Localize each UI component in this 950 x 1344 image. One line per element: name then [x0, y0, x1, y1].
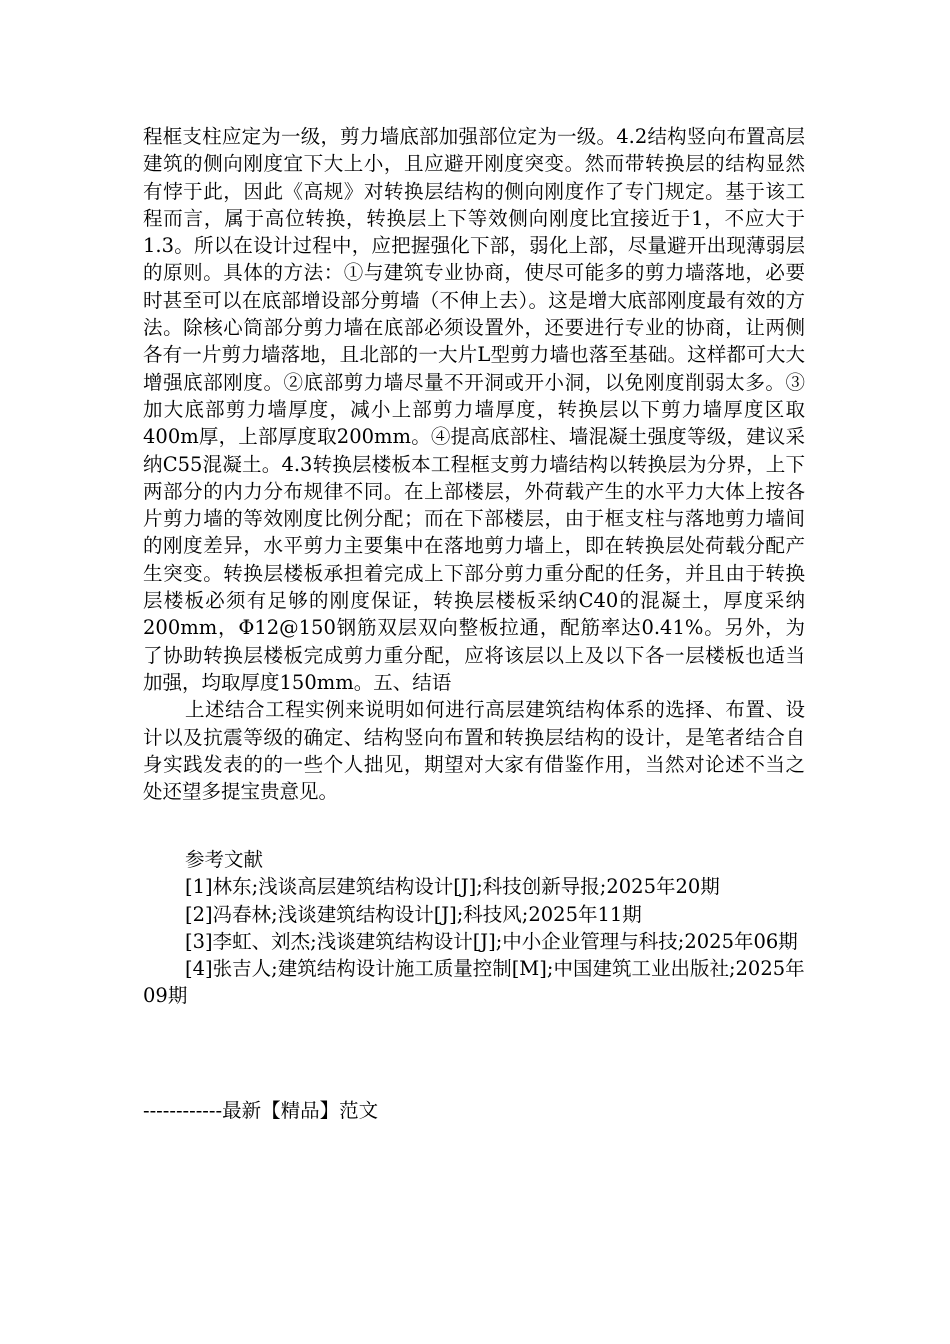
- reference-item: [2]冯春林;浅谈建筑结构设计[J];科技风;2025年11期: [185, 902, 642, 926]
- reference-item: [1]林东;浅谈高层建筑结构设计[J];科技创新导报;2025年20期: [185, 875, 720, 899]
- reference-item: [3]李虹、刘杰;浅谈建筑结构设计[J];中小企业管理与科技;2025年06期: [185, 929, 798, 953]
- body-paragraph-conclusion: 上述结合工程实例来说明如何进行高层建筑结构体系的选择、布置、设计以及抗震等级的确定、结构竖向布置和转换层结构的设计，是笔者结合自身实践发表的的一些个人拙见，期望对大家有借鉴作用，当然对论述不当之处还望多提宝贵意见。: [143, 698, 805, 804]
- reference-item: [4]张吉人;建筑结构设计施工质量控制[M];中国建筑工业出版社;2025年09期: [143, 957, 805, 1008]
- references-title: 参考文献: [185, 848, 264, 871]
- references-section: [143, 846, 805, 1010]
- article-body: [143, 123, 805, 805]
- body-paragraph-1: 程框支柱应定为一级，剪力墙底部加强部位定为一级。4.2结构竖向布置高层建筑的侧向刚度宜下大上小，且应避开刚度突变。然而带转换层的结构显然有悖于此，因此《高规》对转换层结构的侧向刚度作了专门规定。基于该工程而言，属于高位转换，转换层上下等效侧向刚度比宜接近于1，不应大于1.3。所以在设计过程中，应把握强化下部，弱化上部，尽量避开出现薄弱层的原则。具体的方法：①与建筑专业协商，使尽可能多的剪力墙落地，必要时甚至可以在底部增设部分剪墙（不伸上去）。这是增大底部刚度最有效的方法。除核心筒部分剪力墙在底部必须设置外，还要进行专业的协商，让两侧各有一片剪力墙落地，且北部的一大片L型剪力墙也落至基础。这样都可大大增强底部刚度。②底部剪力墙尽量不开洞或开小洞，以免刚度削弱太多。③加大底部剪力墙厚度，减小上部剪力墙厚度，转换层以下剪力墙厚度区取400m厚，上部厚度取200mm。④提高底部柱、墙混凝土强度等级，建议采纳C55混凝土。4.3转换层楼板本工程框支剪力墙结构以转换层为分界，上下两部分的内力分布规律不同。在上部楼层，外荷载产生的水平力大体上按各片剪力墙的等效刚度比例分配；而在下部楼层，由于框支柱与落地剪力墙间的刚度差异，水平剪力主要集中在落地剪力墙上，即在转换层处荷载分配产生突变。转换层楼板承担着完成上下部分剪力重分配的任务，并且由于转换层楼板必须有足够的刚度保证，转换层楼板采纳C40的混凝土，厚度采纳200mm，Φ12@150钢筋双层双向整板拉通，配筋率达0.41%。另外，为了协助转换层楼板完成剪力重分配，应将该层以上及以下各一层楼板也适当加强，均取厚度150mm。五、结语: [143, 125, 805, 694]
- footer-tagline: ------------最新【精品】范文: [143, 1099, 379, 1122]
